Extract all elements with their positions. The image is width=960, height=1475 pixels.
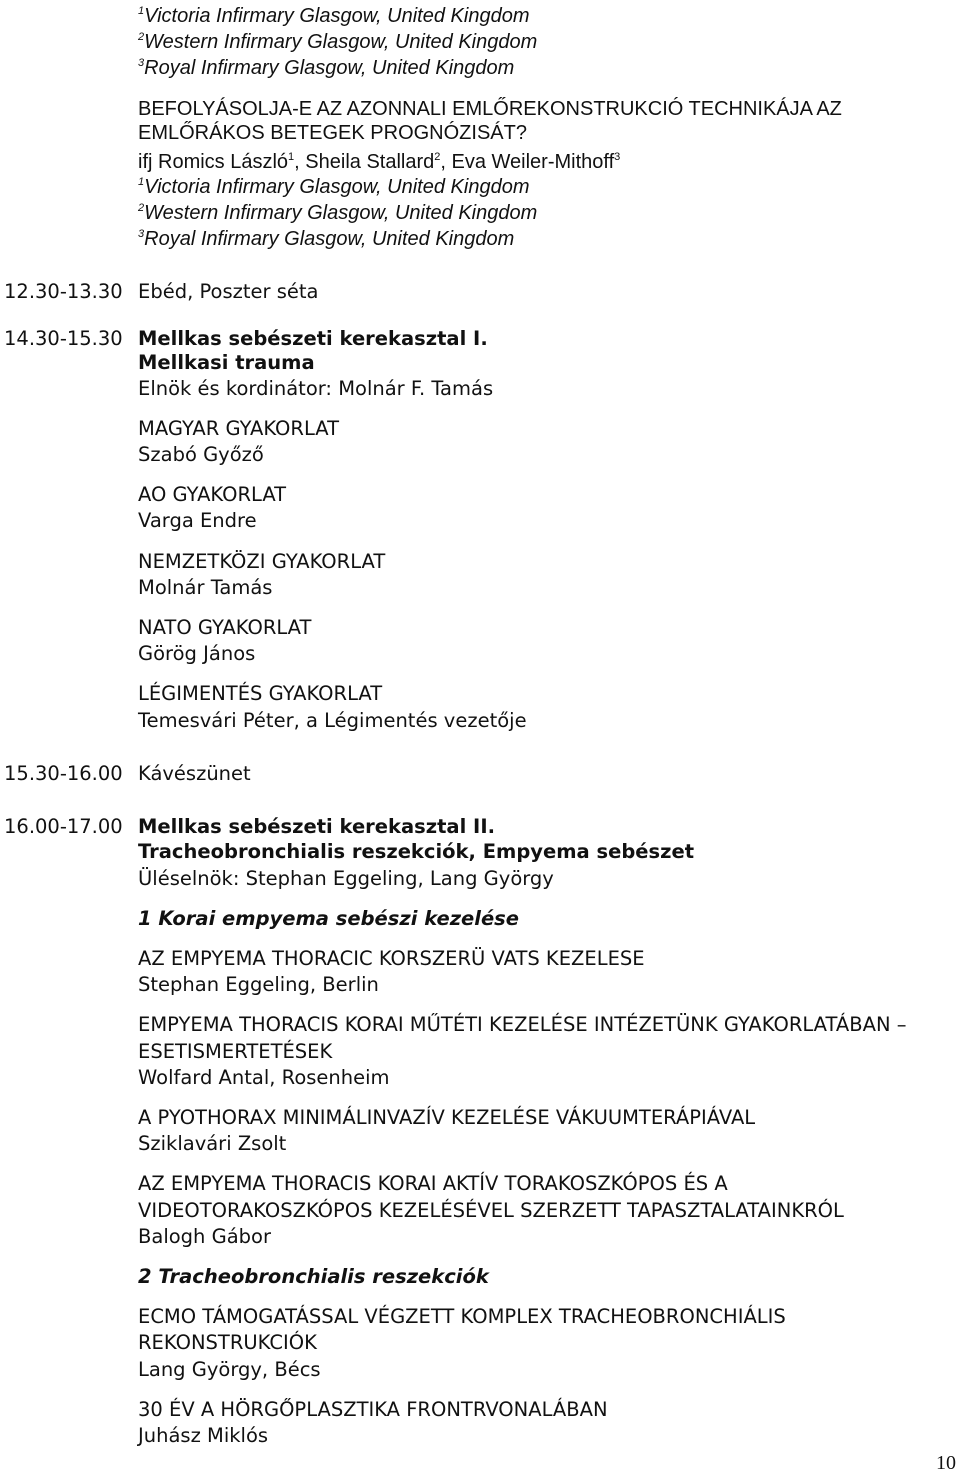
break-label: Kávészünet <box>138 762 251 785</box>
talk-title: AO GYAKORLAT <box>138 483 287 506</box>
talk-title: 30 ÉV A HÖRGŐPLASZTIKA FRONTRVONALÁBAN <box>138 1398 608 1421</box>
session-title: Mellkas sebészeti kerekasztal II. <box>138 815 495 838</box>
talk-title: NEMZETKÖZI GYAKORLAT <box>138 550 386 573</box>
talk-title: VIDEOTORAKOSZKÓPOS KEZELÉSÉVEL SZERZETT TAPASZTALATAINKRÓL <box>138 1199 844 1222</box>
talk-speaker: Temesvári Péter, a Légimentés vezetője <box>138 709 527 732</box>
session-subtitle: Tracheobronchialis reszekciók, Empyema sebészet <box>138 840 695 863</box>
break-label: Ebéd, Poszter séta <box>138 280 319 303</box>
talk-title: EMLŐRÁKOS BETEGEK PROGNÓZISÁT? <box>138 122 527 144</box>
talk-title: REKONSTRUKCIÓK <box>138 1331 317 1354</box>
talk-speaker: Juhász Miklós <box>138 1424 269 1447</box>
talk-title: LÉGIMENTÉS GYAKORLAT <box>138 682 383 705</box>
talk-speaker: Szabó Győző <box>138 443 264 466</box>
talk-speaker: Görög János <box>138 642 256 665</box>
session-chair: Elnök és kordinátor: Molnár F. Tamás <box>138 377 494 400</box>
talk-title: ECMO TÁMOGATÁSSAL VÉGZETT KOMPLEX TRACHEOBRONCHIÁLIS <box>138 1305 786 1328</box>
section-heading: 2 Tracheobronchialis reszekciók <box>138 1265 489 1288</box>
session-title: Mellkas sebészeti kerekasztal I. <box>138 327 488 350</box>
affiliation-line: $^3$Royal Infirmary Glasgow, United Kingdom <box>138 57 515 79</box>
talk-speaker: Balogh Gábor <box>138 1225 271 1248</box>
affiliation-line: $^2$Western Infirmary Glasgow, United Kingdom <box>138 31 538 53</box>
talk-title: A PYOTHORAX MINIMÁLINVAZÍV KEZELÉSE VÁKUUMTERÁPIÁVAL <box>138 1106 756 1129</box>
time-slot: 12.30-13.30 <box>4 280 123 303</box>
talk-title: ESETISMERTETÉSEK <box>138 1040 333 1063</box>
talk-speaker: Stephan Eggeling, Berlin <box>138 973 379 996</box>
affiliation-line: $^1$Victoria Infirmary Glasgow, United Kingdom <box>138 176 530 198</box>
page-number: 10 <box>936 1452 956 1474</box>
talk-title: AZ EMPYEMA THORACIC KORSZERÜ VATS KEZELESE <box>138 947 645 970</box>
talk-speaker: Sziklavári Zsolt <box>138 1132 287 1155</box>
section-heading: 1 Korai empyema sebészi kezelése <box>138 907 520 930</box>
talk-title: EMPYEMA THORACIS KORAI MŰTÉTI KEZELÉSE INTÉZETÜNK GYAKORLATÁBAN – <box>138 1013 907 1036</box>
talk-speaker: Wolfard Antal, Rosenheim <box>138 1066 390 1089</box>
time-slot: 16.00-17.00 <box>4 815 123 838</box>
talk-title: BEFOLYÁSOLJA-E AZ AZONNALI EMLŐREKONSTRUKCIÓ TECHNIKÁJA AZ <box>138 98 842 120</box>
talk-title: AZ EMPYEMA THORACIS KORAI AKTÍV TORAKOSZKÓPOS ÉS A <box>138 1172 728 1195</box>
talk-title: NATO GYAKORLAT <box>138 616 312 639</box>
talk-speaker: Varga Endre <box>138 509 257 532</box>
talk-authors: ifj Romics László$^1$, Sheila Stallard$^2$, Eva Weiler-Mithoff$^3$ <box>138 151 621 173</box>
talk-title: MAGYAR GYAKORLAT <box>138 417 339 440</box>
affiliation-line: $^1$Victoria Infirmary Glasgow, United Kingdom <box>138 5 530 27</box>
session-chair: Üléselnök: Stephan Eggeling, Lang György <box>138 867 554 890</box>
talk-speaker: Lang György, Bécs <box>138 1358 321 1381</box>
time-slot: 14.30-15.30 <box>4 327 123 350</box>
affiliation-line: $^3$Royal Infirmary Glasgow, United Kingdom <box>138 228 515 250</box>
talk-speaker: Molnár Tamás <box>138 576 273 599</box>
affiliation-line: $^2$Western Infirmary Glasgow, United Kingdom <box>138 202 538 224</box>
session-subtitle: Mellkasi trauma <box>138 351 315 374</box>
time-slot: 15.30-16.00 <box>4 762 123 785</box>
